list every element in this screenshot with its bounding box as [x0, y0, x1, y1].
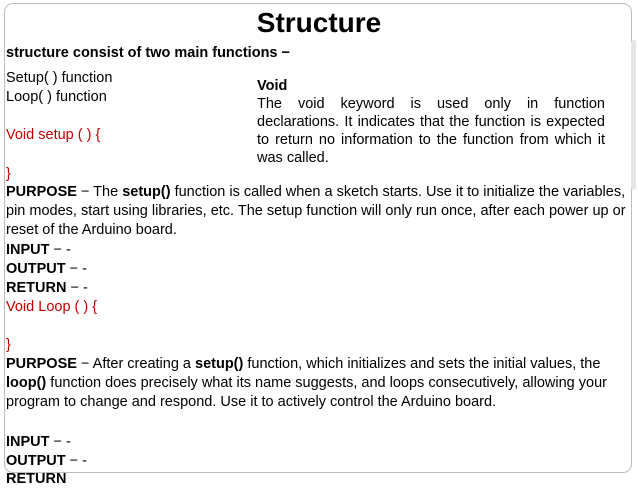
void-title: Void: [257, 78, 288, 94]
loop-output-value: − -: [65, 453, 87, 469]
setup-func-name: setup(): [122, 184, 171, 200]
loop-func-name: loop(): [6, 375, 47, 392]
intro-text: structure consist of two main functions −: [6, 45, 290, 61]
setup-return-label: RETURN: [6, 280, 67, 296]
loop-purpose-label: PURPOSE: [6, 356, 77, 372]
void-description: The void keyword is used only in function declarations. It indicates that the function is expected to return no information to the function from which it was called.: [257, 96, 605, 166]
loop-purpose-text-1: − After creating a: [76, 356, 196, 372]
setup-code-close: }: [6, 166, 11, 182]
loop-purpose-text-3: function does precisely what its name suggests, and loops consecutively, allowing your program to change and respond. Use it to actively control the Arduino board.: [6, 375, 607, 411]
loop-output-label: OUTPUT: [6, 453, 66, 469]
loop-code-close: }: [6, 337, 11, 353]
loop-input-value: − -: [49, 434, 71, 450]
loop-purpose-text-2: function, which initializes and sets the initial values, the: [243, 356, 601, 372]
setup-output-label: OUTPUT: [6, 261, 66, 277]
loop-purpose: [6, 355, 630, 413]
loop-output-row: [6, 452, 87, 470]
setup-purpose-label: PURPOSE: [6, 184, 77, 200]
setup-code-open: Void setup ( ) {: [6, 127, 101, 143]
loop-input-row: [6, 433, 71, 451]
loop-setup-func-name: setup(): [195, 356, 244, 372]
setup-input-row: [6, 241, 71, 259]
setup-purpose-dash: − The: [76, 184, 123, 200]
setup-output-row: [6, 260, 87, 278]
setup-function-label: Setup( ) function: [6, 70, 113, 86]
slide-title: Structure: [256, 7, 382, 38]
setup-input-label: INPUT: [6, 242, 50, 258]
right-edge-scrollbar[interactable]: [631, 40, 636, 190]
loop-code-open: Void Loop ( ) {: [6, 299, 98, 315]
void-definition-box: [257, 77, 605, 167]
loop-function-label: Loop( ) function: [6, 89, 107, 105]
loop-return-row-cut: RETURN: [6, 471, 67, 487]
setup-output-value: − -: [65, 261, 87, 277]
setup-input-value: − -: [49, 242, 71, 258]
setup-return-row: [6, 279, 88, 297]
setup-return-value: − -: [66, 280, 88, 296]
loop-input-label: INPUT: [6, 434, 50, 450]
setup-purpose-text: function is called when a sketch starts. Use it to initialize the variables, pin modes, start using libraries, etc. The setup function will only run once, after each power up or reset of the Arduino board.: [6, 184, 626, 239]
setup-purpose: [6, 183, 630, 241]
